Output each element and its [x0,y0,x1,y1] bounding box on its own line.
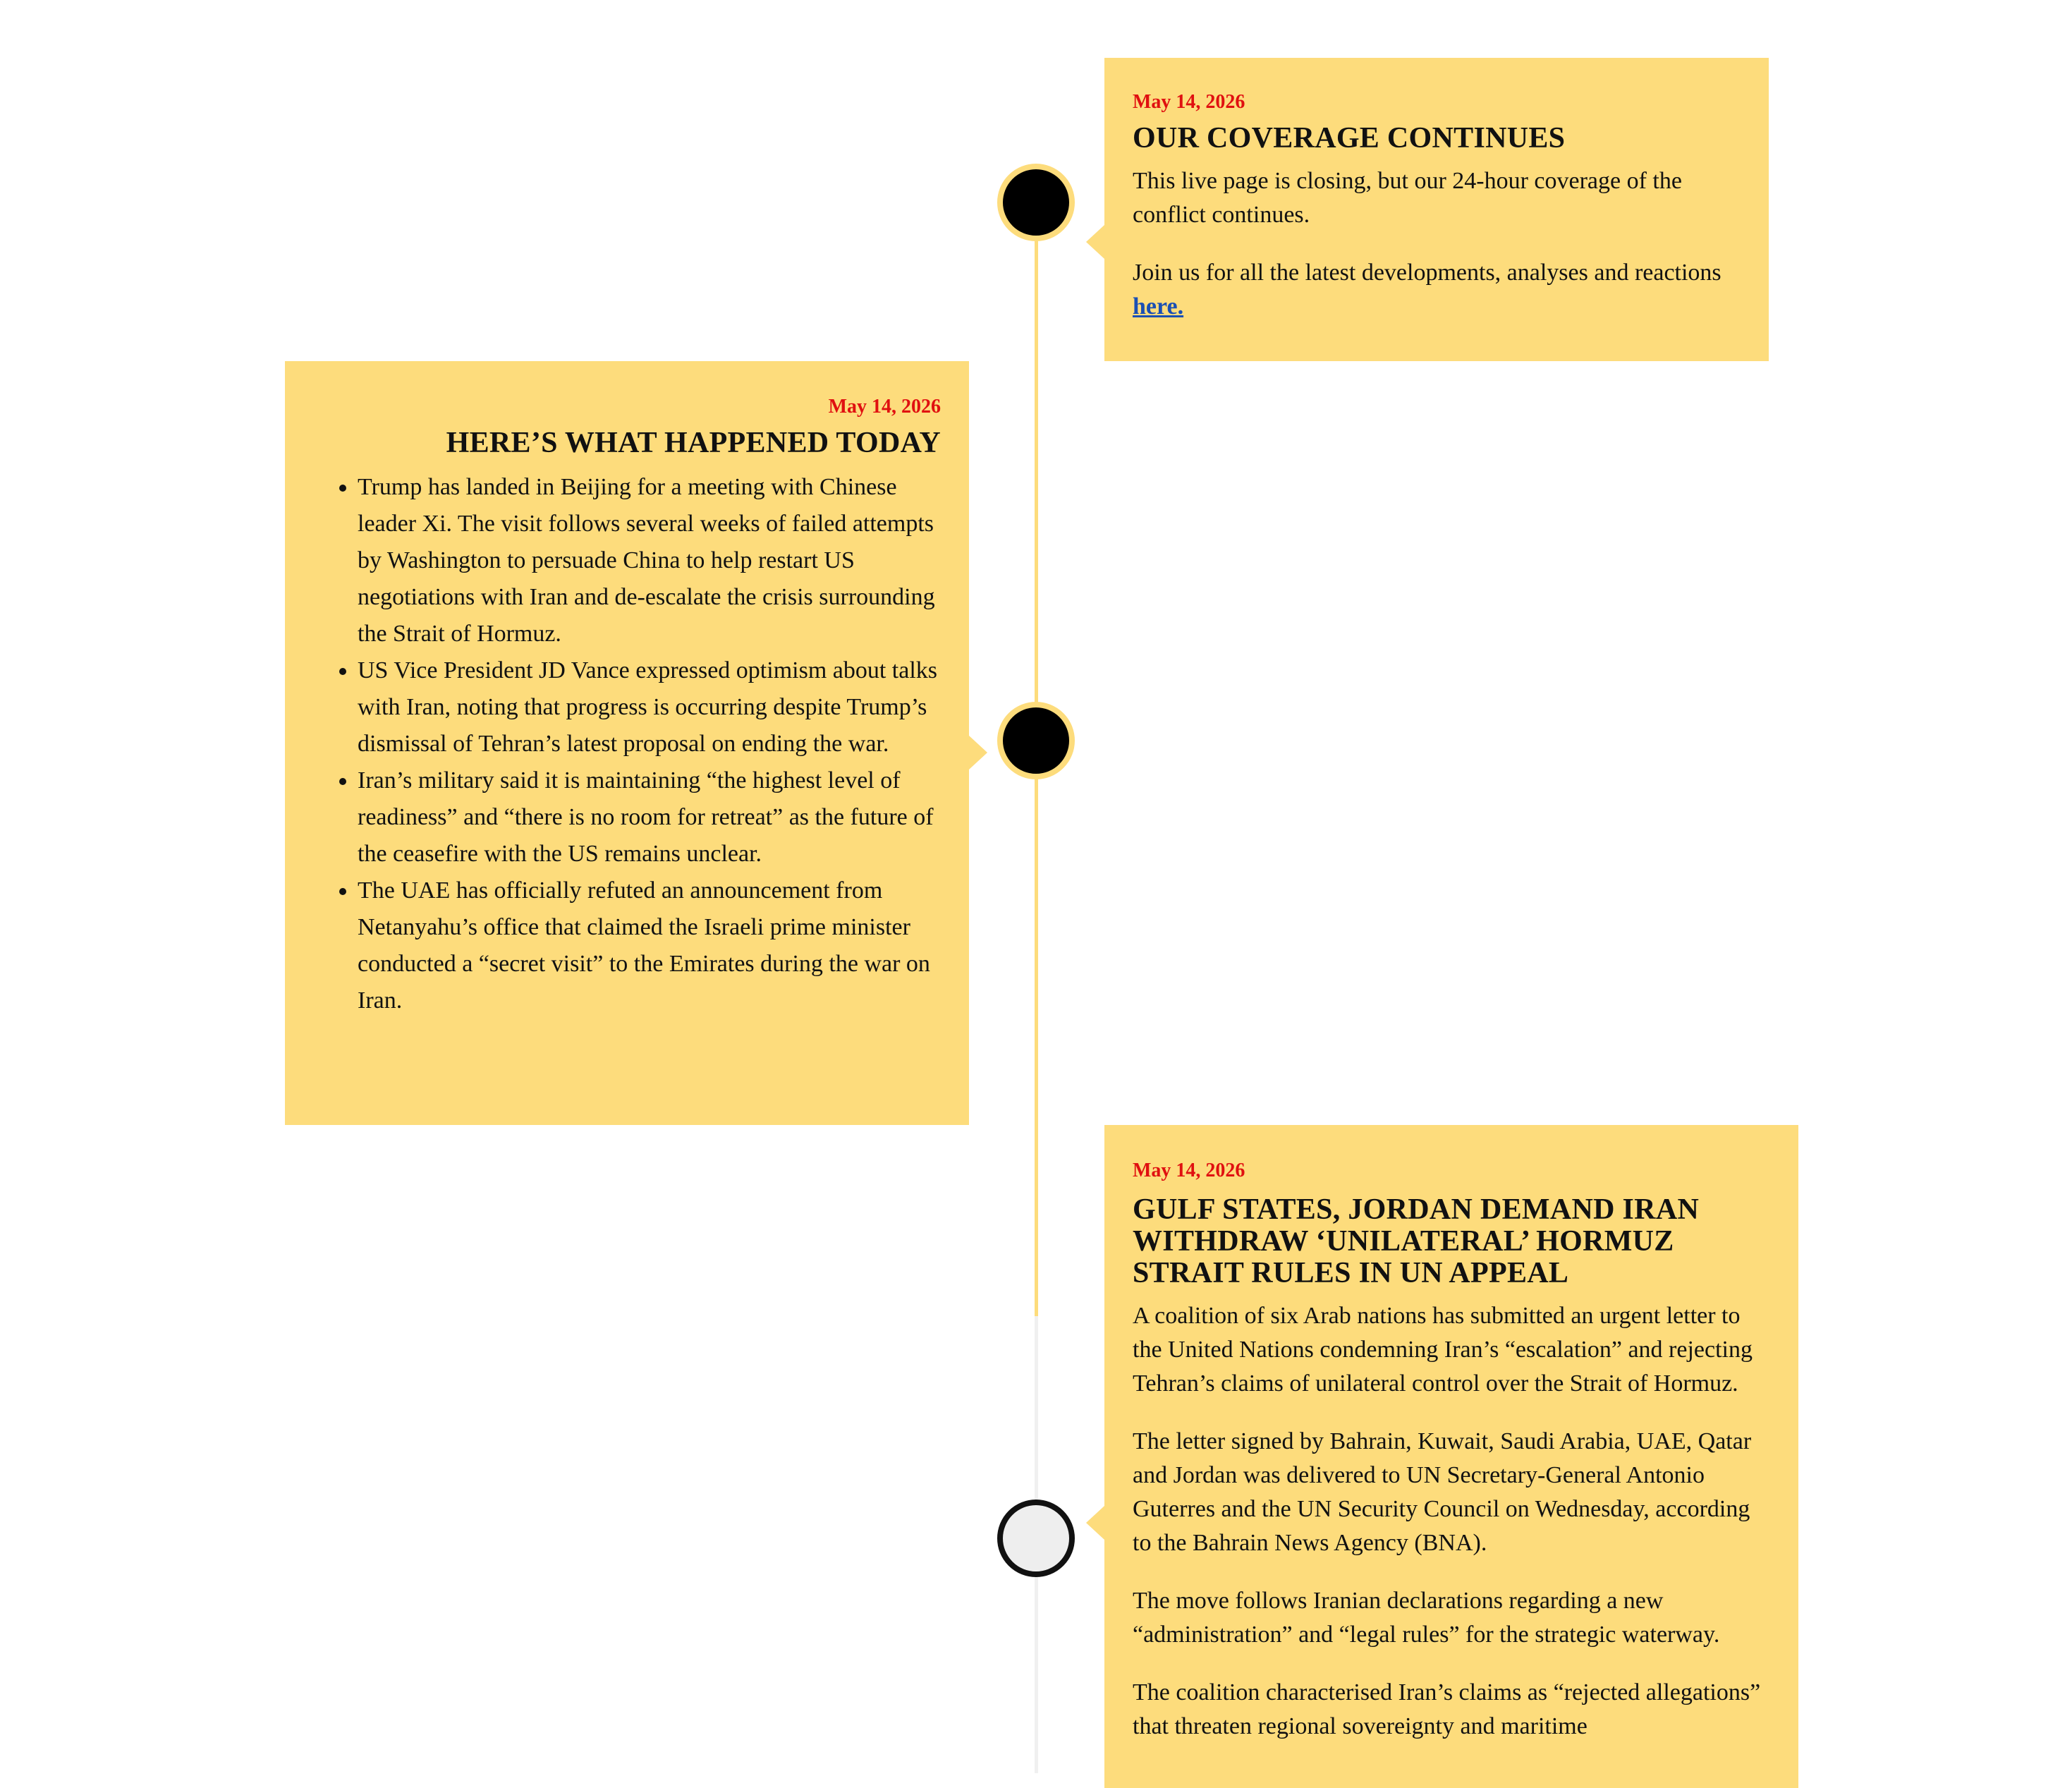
entry-paragraph: The move follows Iranian declarations regarding a new “administration” and “legal rules” for the strategic waterway. [1133,1588,1720,1648]
entry-date: May 14, 2026 [828,396,941,418]
summary-list-item: • The UAE has officially refuted an announcement from Netanyahu’s office that claimed the Israeli prime minister conducted a “secret visit” to the Emirates during the war on Iran. [358,872,941,1019]
summary-list-item: • Trump has landed in Beijing for a meeting with Chinese leader Xi. The visit follows several weeks of failed attempts by Washington to persuade China to help restart US negotiations with Iran and de-escalate the crisis surrounding the Strait of Hormuz. [358,469,941,652]
entry-paragraph: The coalition characterised Iran’s claims as “rejected allegations” that threaten regional sovereignty and maritime [1133,1679,1761,1739]
timeline-marker-active [997,702,1075,779]
timeline-marker-current [997,1500,1075,1577]
summary-list [313,469,941,1019]
entry-title: OUR COVERAGE CONTINUES [1133,122,1566,154]
summary-list-item: • Iran’s military said it is maintaining “the highest level of readiness” and “there is no room for retreat” as the future of the ceasefire with the US remains unclear. [358,762,941,872]
entry-paragraph: A coalition of six Arab nations has submitted an urgent letter to the United Nations condemning Iran’s “escalation” and rejecting Tehran’s claims of unilateral control over the Strait of Hormuz. [1133,1303,1753,1397]
timeline-entry-card [1104,58,1769,361]
timeline-marker-active [997,164,1075,241]
entry-title: GULF STATES, JORDAN DEMAND IRAN WITHDRAW ‘UNILATERAL’ HORMUZ STRAIT RULES IN UN APPEAL [1133,1193,1700,1289]
timeline-entry-card [285,361,969,1125]
entry-paragraph-text: Join us for all the latest developments, analyses and reactions [1133,260,1721,286]
entry-date: May 14, 2026 [1133,91,1245,113]
entry-paragraph: This live page is closing, but our 24-hour coverage of the conflict continues. [1133,168,1682,228]
entry-paragraph: The letter signed by Bahrain, Kuwait, Saudi Arabia, UAE, Qatar and Jordan was delivered to UN Secretary-General Antonio Guterres and the UN Security Council on Wednesday, according to the Bahrain News Agency (BNA). [1133,1428,1752,1556]
timeline-entry-card [1104,1125,1798,1788]
entry-date: May 14, 2026 [1133,1160,1245,1181]
summary-list-item: • US Vice President JD Vance expressed optimism about talks with Iran, noting that progress is occurring despite Trump’s dismissal of Tehran’s latest proposal on ending the war. [358,652,941,762]
entry-paragraph [1133,256,1741,324]
coverage-link[interactable]: here. [1133,293,1184,320]
entry-title: HERE’S WHAT HAPPENED TODAY [446,427,941,459]
